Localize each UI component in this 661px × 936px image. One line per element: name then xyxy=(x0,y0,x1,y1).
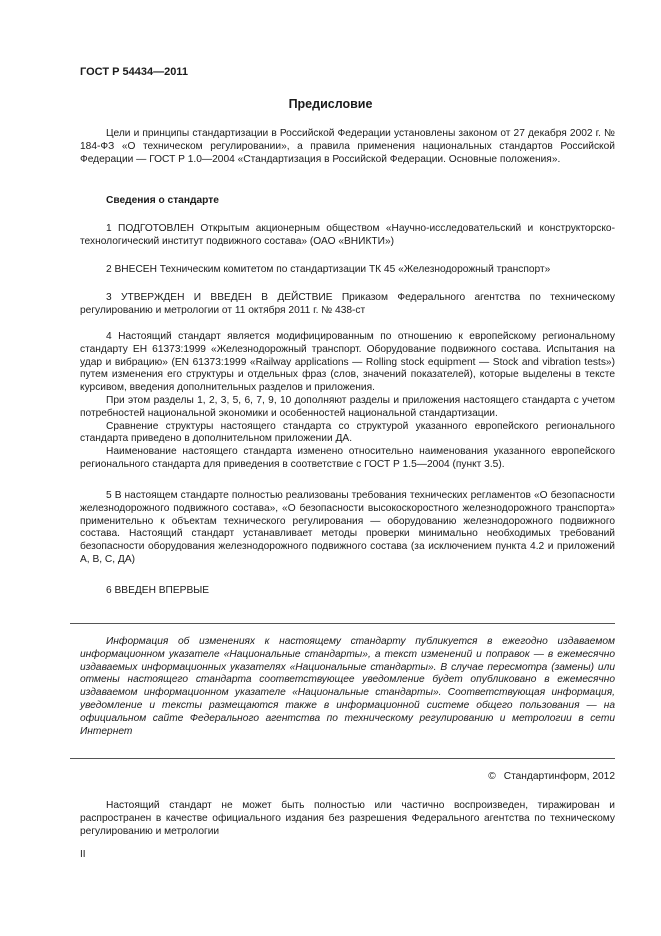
copyright xyxy=(488,771,615,784)
info-divider-bottom xyxy=(70,758,615,759)
info-divider xyxy=(70,623,615,624)
item-4-paragraph-3: Сравнение структуры настоящего стандарта со структурой указанного европейского регионального стандарта приведено в дополнительном приложении ДА. xyxy=(80,420,615,445)
item-3 xyxy=(80,292,615,318)
intro-paragraph xyxy=(80,128,615,166)
copyright-symbol: © xyxy=(488,771,496,782)
item-6 xyxy=(80,585,615,598)
item-4-paragraph-1: 4 Настоящий стандарт является модифицированным по отношению к европейскому региональному стандарту ЕН 61373:1999 «Железнодорожный транспорт. Оборудование подвижного состава. Испытания на удар и вибрацию» (EN 61373:1999 «Railway applications — Rolling stock equipment — Stock and vibration tests») путем изменения его структуры и отдельных фраз (слов, значений показателей), которые выделены в тексте курсивом, введения дополнительных разделов и приложения. xyxy=(80,331,615,394)
page-title: Предисловие xyxy=(288,97,373,111)
item-6-text: 6 ВВЕДЕН ВПЕРВЫЕ xyxy=(106,585,210,596)
reproduction-notice-text: Настоящий стандарт не может быть полностью или частично воспроизведен, тиражирован и распространен в качестве официального издания без разрешения Федерального агентства по техническому регулированию и метрологии xyxy=(80,800,615,837)
item-4-paragraph-4: Наименование настоящего стандарта изменено относительно наименования указанного европейского регионального стандарта для приведения в соответствие с ГОСТ Р 1.5—2004 (пункт 3.5). xyxy=(80,446,615,470)
intro-text: Цели и принципы стандартизации в Российской Федерации установлены законом от 27 декабря 2002 г. № 184-ФЗ «О техническом регулировании», а правила применения национальных стандартов Российской Федерации — ГОСТ Р 1.0—2004 «Стандартизация в Российской Федерации. Основные положения». xyxy=(80,128,615,165)
page-number: II xyxy=(80,849,86,860)
item-3-text: 3 УТВЕРЖДЕН И ВВЕДЕН В ДЕЙСТВИЕ Приказом Федерального агентства по техническому регулированию и метрологии от 11 октября 2011 г. № 438-ст xyxy=(80,292,615,316)
item-4-paragraph-2: При этом разделы 1, 2, 3, 5, 6, 7, 9, 10 дополняют разделы и приложения настоящего стандарта с учетом потребностей национальной экономики и особенностей национальной стандартизации. xyxy=(80,394,615,419)
item-1 xyxy=(80,223,615,249)
item-4 xyxy=(80,331,615,472)
item-5 xyxy=(80,490,615,567)
item-2 xyxy=(80,264,615,277)
section-heading: Сведения о стандарте xyxy=(106,195,219,206)
info-notice xyxy=(80,636,615,738)
info-notice-text: Информация об изменениях к настоящему стандарту публикуется в ежегодно издаваемом информационном указателе «Национальные стандарты», а текст изменений и поправок — в ежемесячно издаваемых информационных указателях «Национальные стандарты». В случае пересмотра (замены) или отмены настоящего стандарта соответствующее уведомление будет опубликовано в ежемесячно издаваемом информационном указателе «Национальные стандарты». Соответствующая информация, уведомление и тексты размещаются также в информационной системе общего пользования — на официальном сайте Федерального агентства по техническому регулированию и метрологии в сети Интернет xyxy=(80,636,615,737)
item-2-text: 2 ВНЕСЕН Техническим комитетом по стандартизации ТК 45 «Железнодорожный транспорт» xyxy=(106,264,551,275)
item-5-text: 5 В настоящем стандарте полностью реализованы требования технических регламентов «О безопасности железнодорожного подвижного состава», «О безопасности высокоскоростного железнодорожного транспорта» применительно к объектам технического регулирования — оборудованию железнодорожного подвижного состава. Настоящий стандарт устанавливает методы проверки минимально необходимых требований безопасности оборудования железнодорожного подвижного состава (за исключением пункта 4.2 и приложений А, В, С, ДА) xyxy=(80,490,615,565)
copyright-text: Стандартинформ, 2012 xyxy=(503,771,615,782)
reproduction-notice xyxy=(80,800,615,838)
document-id: ГОСТ Р 54434—2011 xyxy=(80,66,188,78)
item-1-text: 1 ПОДГОТОВЛЕН Открытым акционерным обществом «Научно-исследовательский и конструкторско-технологический институт подвижного состава» (ОАО «ВНИКТИ») xyxy=(80,223,615,247)
